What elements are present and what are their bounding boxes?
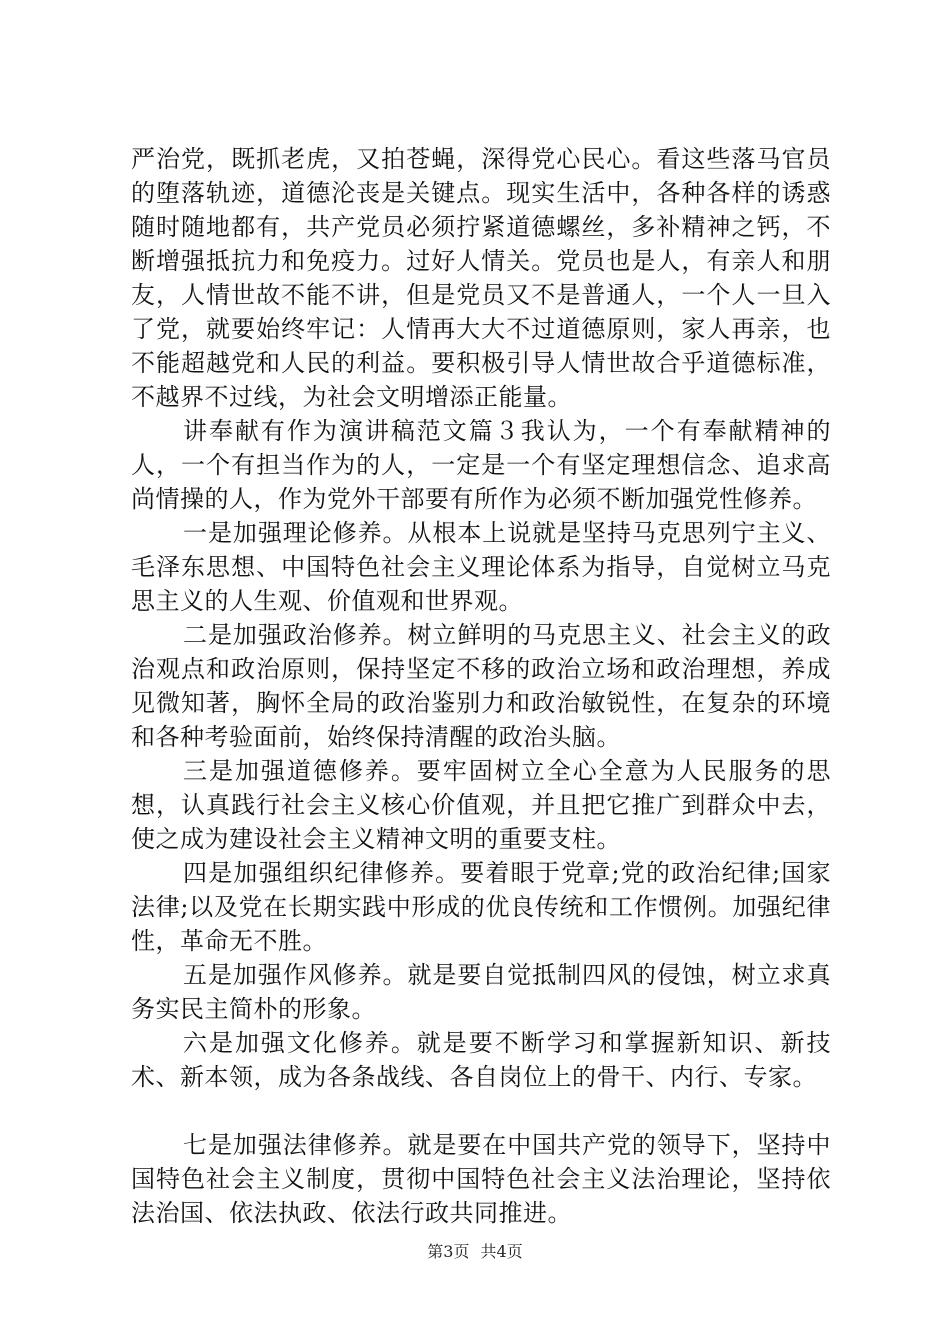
paragraph-discipline: 四是加强组织纪律修养。要着眼于党章;党的政治纪律;国家法律;以及党在长期实践中形成的优良传统和工作惯例。加强纪律性，革命无不胜。 (131, 859, 831, 955)
document-body (131, 142, 831, 1230)
page-footer (0, 1242, 950, 1262)
paragraph-politics: 二是加强政治修养。树立鲜明的马克思主义、社会主义的政治观点和政治原则，保持坚定不移的政治立场和政治理想，养成见微知著，胸怀全局的政治鉴别力和政治敏锐性，在复杂的环境和各种考验面前，始终保持清醒的政治头脑。 (131, 621, 831, 751)
paragraph-speech-intro: 讲奉献有作为演讲稿范文篇３我认为，一个有奉献精神的人，一个有担当作为的人，一定是一个有坚定理想信念、追求高尚情操的人，作为党外干部要有所作为必须不断加强党性修养。 (131, 417, 831, 513)
paragraph-work-style: 五是加强作风修养。就是要自觉抵制四风的侵蚀，树立求真务实民主简朴的形象。 (131, 961, 831, 1023)
page-total: 共4页 (480, 1242, 523, 1261)
paragraph-morality: 三是加强道德修养。要牢固树立全心全意为人民服务的思想，认真践行社会主义核心价值观，并且把它推广到群众中去，使之成为建设社会主义精神文明的重要支柱。 (131, 757, 831, 853)
paragraph-spacer (131, 1094, 831, 1128)
paragraph-law: 七是加强法律修养。就是要在中国共产党的领导下，坚持中国特色社会主义制度，贯彻中国特色社会主义法治理论，坚持依法治国、依法执政、依法行政共同推进。 (131, 1131, 831, 1227)
paragraph-culture: 六是加强文化修养。就是要不断学习和掌握新知识、新技术、新本领，成为各条战线、各自岗位上的骨干、内行、专家。 (131, 1029, 831, 1091)
page-number: 第3页 (427, 1242, 470, 1261)
paragraph-continuation: 严治党，既抓老虎，又拍苍蝇，深得党心民心。看这些落马官员的堕落轨迹，道德沦丧是关键点。现实生活中，各种各样的诱惑随时随地都有，共产党员必须拧紧道德螺丝，多补精神之钙，不断增强抵抗力和免疫力。过好人情关。党员也是人，有亲人和朋友，人情世故不能不讲，但是党员又不是普通人，一个人一旦入了党，就要始终牢记：人情再大大不过道德原则，家人再亲，也不能超越党和人民的利益。要积极引导人情世故合乎道德标准，不越界不过线，为社会文明增添正能量。 (131, 145, 831, 411)
paragraph-theory: 一是加强理论修养。从根本上说就是坚持马克思列宁主义、毛泽东思想、中国特色社会主义理论体系为指导，自觉树立马克思主义的人生观、价值观和世界观。 (131, 519, 831, 615)
